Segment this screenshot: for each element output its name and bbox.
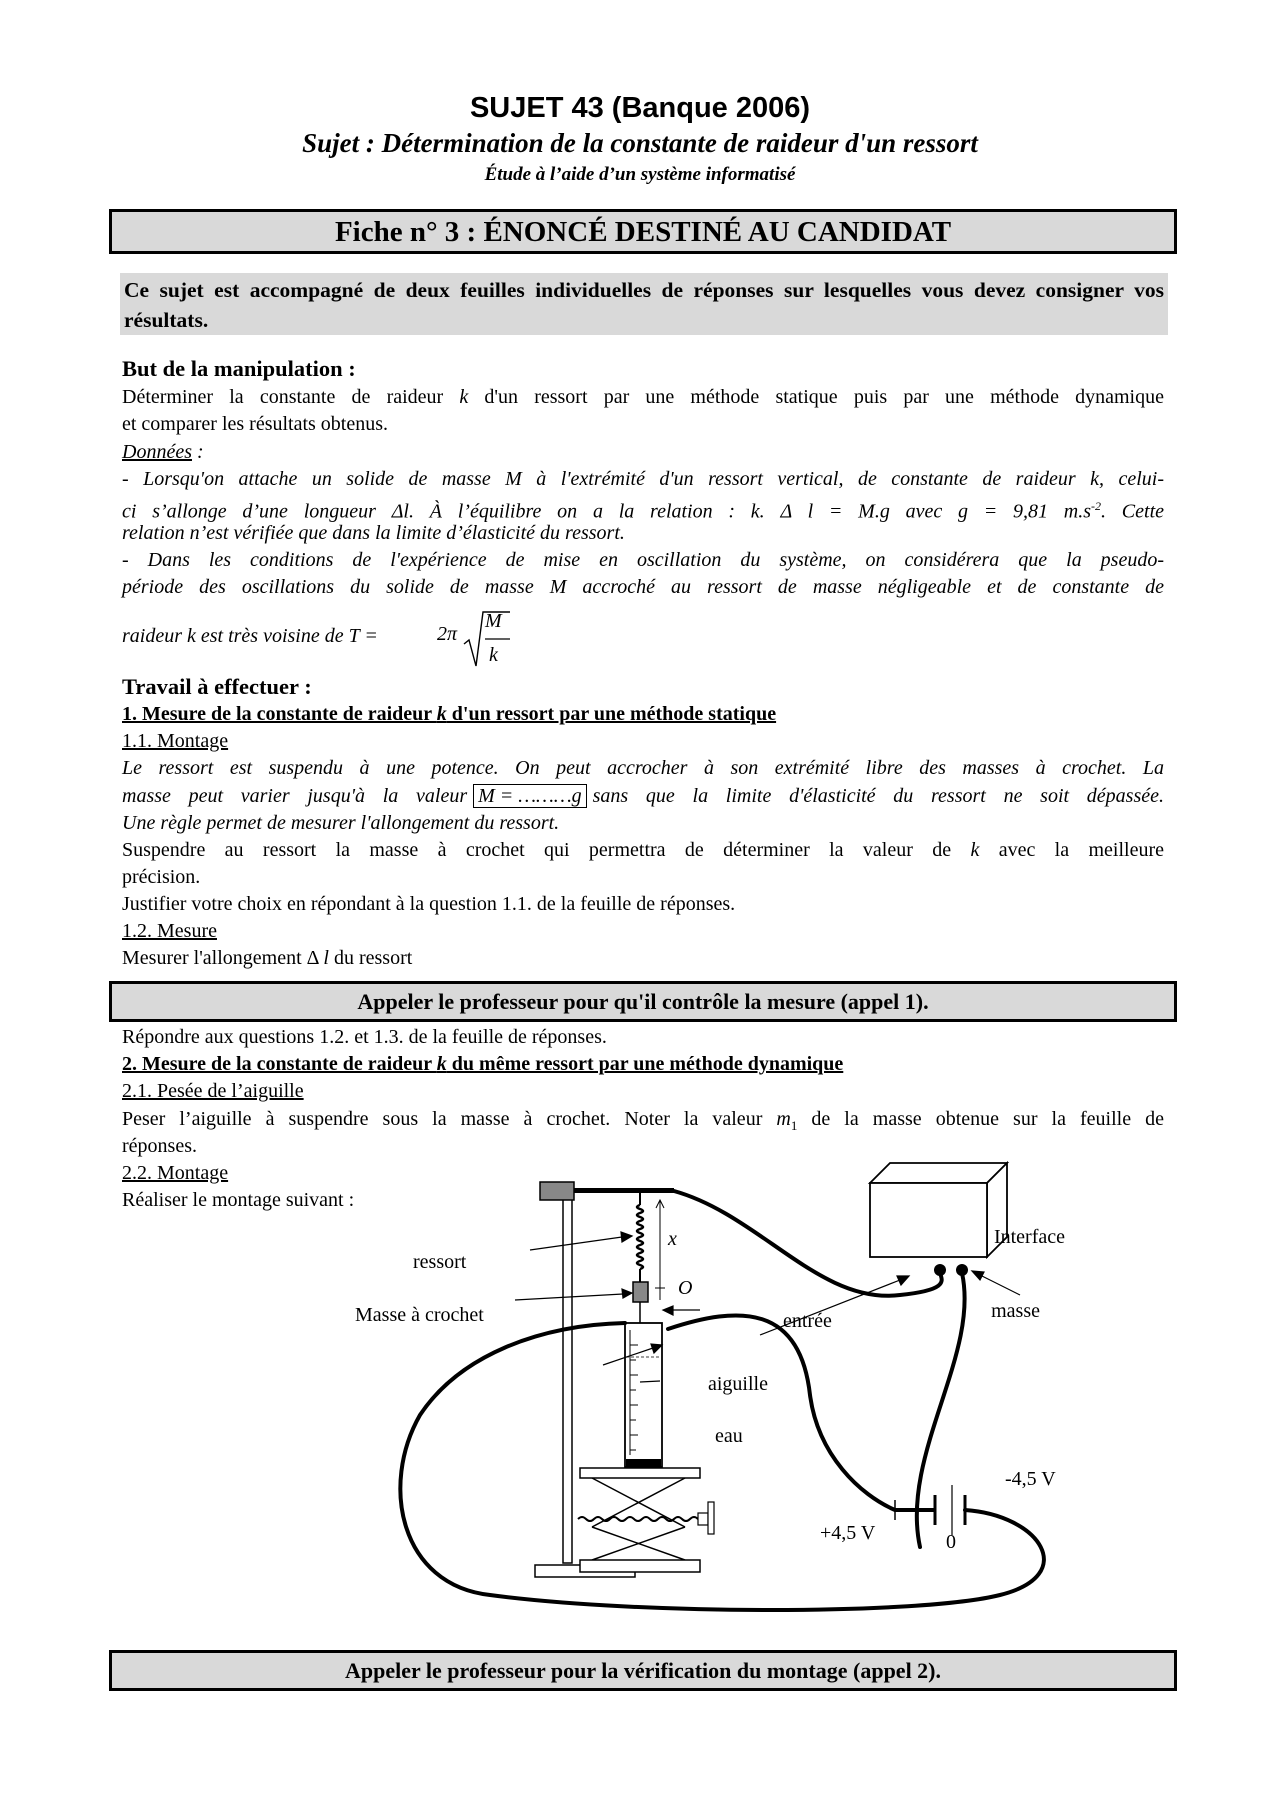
formula-denominator: k bbox=[489, 644, 498, 666]
intro-notice: Ce sujet est accompagné de deux feuilles individuelles de réponses sur lesquelles vous devez consigner vos résultats. bbox=[120, 273, 1168, 335]
text: Mesurer l'allongement Δ bbox=[122, 947, 324, 969]
k-symbol: k bbox=[970, 839, 980, 861]
text: avec la meilleure bbox=[979, 839, 1164, 861]
label-masse-crochet: Masse à crochet bbox=[355, 1304, 484, 1326]
mass-value-box: M = ………g bbox=[473, 784, 587, 808]
text: ci s’allonge d’une longueur bbox=[122, 500, 392, 523]
relation: Δ l = M.g bbox=[780, 500, 890, 523]
section-1-title bbox=[122, 701, 1164, 728]
text: du ressort bbox=[328, 947, 413, 969]
label-entree: entrée bbox=[783, 1310, 832, 1332]
but-heading: But de la manipulation : bbox=[122, 356, 356, 381]
label-eau: eau bbox=[715, 1425, 743, 1447]
page-subsubtitle: Étude à l’aide d’un système informatisé bbox=[484, 164, 796, 185]
donnee-2-line-3: raideur k est très voisine de T = bbox=[122, 625, 378, 647]
k-symbol: k bbox=[459, 386, 469, 408]
donnee-2-line-2: période des oscillations du solide de masse M accroché au ressort de masse négligeable et de constante de bbox=[122, 576, 1164, 598]
text: : bbox=[191, 441, 204, 463]
subsection-1-2: 1.2. Mesure bbox=[122, 920, 217, 942]
but-line-2: et comparer les résultats obtenus. bbox=[122, 413, 389, 435]
label-x: x bbox=[668, 1228, 677, 1250]
montage-line-5: précision. bbox=[122, 866, 201, 888]
label-aiguille: aiguille bbox=[708, 1373, 768, 1395]
label-interface: Interface bbox=[993, 1226, 1065, 1248]
montage-line-3: Une règle permet de mesurer l'allongement du ressort. bbox=[122, 812, 560, 834]
exponent: -2 bbox=[1091, 499, 1102, 513]
x-axis bbox=[655, 1200, 665, 1300]
m-symbol: m bbox=[776, 1108, 791, 1130]
text: Suspendre au ressort la masse à crochet qui permettra de déterminer la valeur de bbox=[122, 839, 971, 861]
donnees-word: Données bbox=[122, 441, 192, 463]
l-symbol: l bbox=[323, 947, 329, 969]
label-ressort: ressort bbox=[413, 1251, 467, 1273]
k-symbol: k bbox=[436, 703, 447, 725]
page-subtitle: Sujet : Détermination de la constante de raideur d'un ressort bbox=[302, 128, 978, 158]
realiser-line: Réaliser le montage suivant : bbox=[122, 1189, 355, 1211]
donnee-2-line-1: - Dans les conditions de l'expérience de mise en oscillation du système, on considérera que la pseudo- bbox=[122, 549, 1164, 571]
page-title: SUJET 43 (Banque 2006) bbox=[469, 92, 811, 124]
appel-2-box: Appeler le professeur pour la vérification du montage (appel 2). bbox=[109, 1650, 1177, 1691]
lab-jack bbox=[578, 1468, 714, 1572]
text: avec g = 9,81 m.s bbox=[889, 500, 1092, 523]
subsection-2-2: 2.2. Montage bbox=[122, 1162, 229, 1184]
text: . À l’équilibre on a la relation : k. bbox=[408, 500, 781, 523]
text: Déterminer la constante de raideur bbox=[122, 386, 460, 408]
text: de la masse obtenue sur la feuille de bbox=[797, 1108, 1164, 1130]
formula-numerator: M bbox=[485, 610, 502, 632]
text: 2. Mesure de la constante de raideur bbox=[122, 1053, 437, 1075]
appel-1-box: Appeler le professeur pour qu'il contrôle la mesure (appel 1). bbox=[109, 981, 1177, 1022]
subsection-1-1: 1.1. Montage bbox=[122, 730, 229, 752]
montage-line-2 bbox=[122, 783, 1164, 810]
label-zero: 0 bbox=[946, 1531, 956, 1553]
text: Peser l’aiguille à suspendre sous la masse à crochet. Noter la valeur bbox=[122, 1108, 777, 1130]
donnees-label bbox=[122, 439, 1164, 466]
formula-coefficient: 2π bbox=[437, 623, 458, 645]
label-origin: O bbox=[678, 1277, 693, 1299]
label-masse: masse bbox=[991, 1300, 1040, 1322]
section-2-title bbox=[122, 1051, 1164, 1078]
subscript: 1 bbox=[790, 1118, 798, 1133]
label-plus-voltage: +4,5 V bbox=[820, 1522, 876, 1544]
text: sans que la limite d'élasticité du ressort ne soit dépassée. bbox=[592, 785, 1164, 807]
montage-line-6: Justifier votre choix en répondant à la question 1.1. de la feuille de réponses. bbox=[122, 893, 736, 915]
text: . Cette bbox=[1101, 500, 1165, 523]
text: 1. Mesure de la constante de raideur bbox=[122, 703, 437, 725]
text: d'un ressort par une méthode statique bbox=[446, 703, 777, 725]
but-line-1 bbox=[122, 384, 1164, 411]
subsection-2-1: 2.1. Pesée de l’aiguille bbox=[122, 1080, 304, 1102]
pesee-line-2: réponses. bbox=[122, 1135, 197, 1157]
fiche-heading: Fiche n° 3 : ÉNONCÉ DESTINÉ AU CANDIDAT bbox=[109, 209, 1177, 254]
donnee-1-line-1: - Lorsqu'on attache un solide de masse M à l'extrémité d'un ressort vertical, de constante de raideur k, celui- bbox=[122, 468, 1164, 490]
text: d'un ressort par une méthode statique puis par une méthode dynamique bbox=[468, 386, 1164, 408]
text: du même ressort par une méthode dynamique bbox=[446, 1053, 844, 1075]
mesure-line bbox=[122, 945, 1164, 972]
k-symbol: k bbox=[436, 1053, 447, 1075]
label-minus-voltage: -4,5 V bbox=[1005, 1468, 1056, 1490]
text: Δl bbox=[391, 500, 409, 523]
interface-box bbox=[870, 1163, 1007, 1276]
donnee-1-line-3: relation n’est vérifiée que dans la limite d’élasticité du ressort. bbox=[122, 522, 625, 544]
experiment-diagram bbox=[340, 1155, 1080, 1635]
text: masse peut varier jusqu'à la valeur bbox=[122, 785, 468, 807]
travail-heading: Travail à effectuer : bbox=[122, 674, 312, 699]
repondre-line: Répondre aux questions 1.2. et 1.3. de la feuille de réponses. bbox=[122, 1026, 607, 1048]
montage-line-4 bbox=[122, 837, 1164, 864]
montage-line-1: Le ressort est suspendu à une potence. On peut accrocher à son extrémité libre des masses à crochet. La bbox=[122, 757, 1164, 779]
